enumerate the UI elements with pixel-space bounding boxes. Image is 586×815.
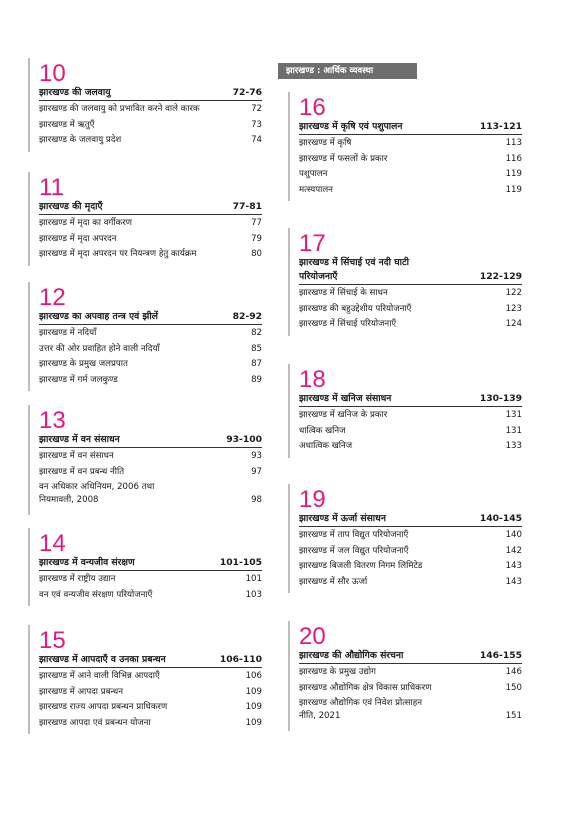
title-underline: [299, 134, 522, 135]
toc-entry-page: 146: [505, 667, 522, 677]
chapter-number: 16: [299, 94, 326, 121]
toc-entry-text: झारखण्ड औद्योगिक क्षेत्र विकास प्राधिकरण: [299, 682, 432, 693]
section-side-bar: [288, 228, 290, 336]
toc-entry[interactable]: [299, 168, 522, 180]
toc-entry[interactable]: [39, 670, 262, 682]
toc-entry-text: झारखण्ड में मृदा अपरदन पर नियन्त्रण हेतु कार्यक्रम: [39, 249, 197, 259]
toc-entry-page: 122: [505, 288, 522, 298]
chapter-title-cont[interactable]: [299, 270, 522, 283]
toc-entry-page: 140: [505, 530, 522, 540]
chapter-title-text: झारखण्ड में खनिज संसाधन: [299, 393, 392, 404]
toc-entry[interactable]: [39, 343, 262, 355]
chapter-page-range: 82-92: [232, 311, 262, 322]
toc-entry[interactable]: [39, 701, 262, 713]
toc-entry-text: झारखण्ड में सिंचाई परियोजनाएँ: [299, 319, 397, 329]
title-underline: [39, 100, 262, 101]
toc-entry-text: झारखण्ड में फसलों के प्रकार: [299, 153, 388, 164]
toc-entry-text: झारखण्ड में सौर ऊर्जा: [299, 576, 368, 587]
toc-entry-page: 142: [505, 545, 522, 556]
toc-entry[interactable]: [299, 576, 522, 588]
toc-entry-text: झारखण्ड में आने वाली विभिन्न आपदाएँ: [39, 671, 160, 681]
chapter-page-range: 72-76: [232, 87, 262, 98]
toc-entry-page: 150: [505, 682, 522, 693]
toc-entry[interactable]: [39, 573, 262, 585]
toc-entry-page: 109: [245, 717, 262, 728]
toc-entry-text: उत्तर की ओर प्रवाहित होने वाली नदियाँ: [39, 343, 160, 354]
toc-entry-page: 143: [505, 561, 522, 571]
title-underline: [299, 663, 522, 664]
section-side-bar: [28, 282, 30, 391]
chapter-number: 10: [39, 60, 66, 87]
section-banner: झारखण्ड : आर्थिक व्यवस्था: [278, 63, 417, 79]
toc-entry-page: 131: [505, 410, 522, 420]
toc-entry-text: झारखण्ड में मृदा का वर्गीकरण: [39, 218, 132, 228]
toc-entry[interactable]: [39, 327, 262, 339]
chapter-number: 18: [299, 366, 326, 393]
toc-entry-text: झारखण्ड में नदियाँ: [39, 328, 97, 338]
chapter-title[interactable]: [39, 653, 262, 666]
toc-entry-text: झारखण्ड की जलवायु को प्रभावित करने वाले कारक: [39, 104, 200, 114]
toc-entry-text: झारखण्ड में गर्म जलकुण्ड: [39, 374, 118, 385]
chapter-page-range: 130-139: [479, 393, 522, 404]
toc-entry[interactable]: [299, 137, 522, 149]
chapter-number: 14: [39, 530, 66, 557]
toc-entry[interactable]: [299, 560, 522, 572]
chapter-title-line2: परियोजनाएँ: [299, 271, 338, 282]
toc-entry-line2: नीति, 2021: [299, 711, 341, 721]
toc-entry-page: 106: [245, 671, 262, 681]
toc-entry-page: 119: [505, 184, 522, 195]
toc-entry-text: झारखण्ड में ऋतुएँ: [39, 119, 95, 130]
toc-entry-page: 131: [505, 425, 522, 436]
section-side-bar: [288, 92, 290, 201]
section-side-bar: [28, 405, 30, 515]
toc-entry[interactable]: [39, 217, 262, 229]
toc-entry[interactable]: [39, 358, 262, 370]
toc-entry[interactable]: [299, 529, 522, 541]
toc-entry[interactable]: [39, 481, 262, 507]
toc-entry-text: मत्स्यपालन: [299, 184, 333, 195]
toc-entry-text: पशुपालन: [299, 169, 328, 179]
title-underline: [39, 214, 262, 215]
toc-entry-text: झारखण्ड में मृदा अपरदन: [39, 233, 117, 244]
title-underline: [39, 324, 262, 325]
toc-entry-page: 93: [251, 451, 262, 461]
chapter-page-range: 140-145: [479, 513, 522, 524]
section-side-bar: [288, 364, 290, 458]
toc-entry-line1: वन अधिकार अधिनियम, 2006 तथा: [39, 482, 155, 492]
chapter-title-text: झारखण्ड में वन संसाधन: [39, 434, 120, 445]
toc-entry-line1: झारखण्ड औद्योगिक एवं निवेश प्रोत्साहन: [299, 698, 423, 708]
toc-entry[interactable]: [39, 233, 262, 245]
chapter-title-text: झारखण्ड में ऊर्जा संसाधन: [299, 513, 386, 524]
chapter-number: 11: [39, 174, 64, 201]
toc-entry[interactable]: [39, 103, 262, 115]
toc-entry-page: 80: [251, 249, 262, 259]
toc-entry[interactable]: [39, 686, 262, 698]
toc-entry[interactable]: [299, 409, 522, 421]
toc-entry[interactable]: [299, 153, 522, 165]
chapter-number: 17: [299, 230, 326, 257]
section-side-bar: [28, 172, 30, 266]
title-underline: [39, 667, 262, 668]
chapter-title[interactable]: [299, 512, 522, 525]
toc-entry[interactable]: [299, 425, 522, 437]
toc-entry-page: 79: [251, 233, 262, 244]
toc-entry-text: झारखण्ड आपदा एवं प्रबन्धन योजना: [39, 717, 151, 728]
chapter-title[interactable]: [299, 649, 522, 662]
chapter-title-line1: झारखण्ड में सिंचाई एवं नदी घाटी: [299, 257, 410, 268]
toc-entry-text: अधात्विक खनिज: [299, 441, 353, 451]
toc-entry[interactable]: [299, 184, 522, 196]
toc-entry[interactable]: [299, 440, 522, 452]
section-side-bar: [288, 621, 290, 731]
toc-entry[interactable]: [299, 697, 522, 723]
toc-entry-text: झारखण्ड में सिंचाई के साधन: [299, 288, 388, 298]
chapter-page-range: 113-121: [479, 121, 522, 132]
toc-entry[interactable]: [299, 545, 522, 557]
title-underline: [39, 447, 262, 448]
toc-entry[interactable]: [39, 134, 262, 146]
toc-entry-text: झारखण्ड में जल विद्युत परियोजनाएँ: [299, 545, 409, 556]
toc-entry-page: 113: [505, 138, 522, 148]
toc-entry-page: 124: [505, 319, 522, 329]
toc-entry-page: 73: [251, 119, 262, 130]
toc-entry-page: 72: [251, 104, 262, 114]
toc-entry[interactable]: [39, 248, 262, 260]
chapter-title[interactable]: [39, 86, 262, 99]
toc-entry-page: 82: [251, 328, 262, 338]
toc-entry-text: वन एवं वन्यजीव संरक्षण परियोजनाएँ: [39, 589, 153, 600]
chapter-title-text: झारखण्ड की मृदाएँ: [39, 201, 103, 212]
toc-entry-page: 116: [505, 153, 522, 164]
toc-entry-page: 109: [245, 702, 262, 712]
chapter-title[interactable]: [299, 392, 522, 405]
chapter-title[interactable]: [39, 310, 262, 323]
chapter-title[interactable]: [299, 256, 522, 269]
toc-entry-page: 97: [251, 466, 262, 477]
chapter-number: 20: [299, 623, 326, 650]
toc-entry-page: 98: [251, 495, 262, 505]
toc-entry-text: झारखण्ड में खनिज के प्रकार: [299, 410, 388, 420]
toc-entry[interactable]: [299, 303, 522, 315]
toc-entry[interactable]: [39, 589, 262, 601]
toc-entry-page: 151: [505, 711, 522, 721]
chapter-number: 12: [39, 284, 66, 311]
toc-entry-text: झारखण्ड में ताप विद्युत परियोजनाएँ: [299, 530, 409, 540]
chapter-title-text: झारखण्ड का अपवाह तन्त्र एवं झीलें: [39, 311, 158, 322]
chapter-title-text: झारखण्ड में आपदाएँ व उनका प्रबन्धन: [39, 654, 166, 665]
chapter-title[interactable]: [39, 433, 262, 446]
title-underline: [299, 284, 522, 285]
chapter-title-text: झारखण्ड की जलवायु: [39, 87, 111, 98]
toc-entry-line2: नियमावली, 2008: [39, 495, 99, 505]
toc-entry[interactable]: [299, 666, 522, 678]
toc-entry-text: झारखण्ड में कृषि: [299, 138, 352, 148]
toc-entry-text: झारखण्ड राज्य आपदा प्रबन्धन प्राधिकरण: [39, 702, 168, 712]
toc-entry-page: 74: [251, 135, 262, 145]
toc-entry-text: झारखण्ड में आपदा प्रबन्धन: [39, 686, 123, 697]
toc-entry-text: [39, 481, 154, 507]
toc-entry-text: झारखण्ड में वन संसाधन: [39, 451, 114, 461]
chapter-title[interactable]: [39, 556, 262, 569]
section-side-bar: [28, 58, 30, 152]
toc-entry-page: 77: [251, 218, 262, 228]
toc-entry-text: झारखण्ड के प्रमुख उद्योग: [299, 667, 376, 677]
toc-entry-page: 133: [505, 441, 522, 451]
chapter-title-text: झारखण्ड में कृषि एवं पशुपालन: [299, 121, 403, 132]
chapter-number: 15: [39, 627, 66, 654]
toc-entry-text: झारखण्ड के प्रमुख जलप्रपात: [39, 359, 128, 369]
chapter-page-range: 122-129: [479, 271, 522, 282]
toc-entry-text: झारखण्ड की बहुउद्देशीय परियोजनाएँ: [299, 303, 412, 314]
chapter-page-range: 146-155: [479, 650, 522, 661]
toc-entry-text: झारखण्ड के जलवायु प्रदेश: [39, 135, 122, 145]
toc-entry[interactable]: [299, 318, 522, 330]
chapter-page-range: 93-100: [226, 434, 262, 445]
toc-entry-text: झारखण्ड में वन प्रबन्ध नीति: [39, 466, 125, 477]
toc-entry[interactable]: [39, 119, 262, 131]
title-underline: [299, 526, 522, 527]
section-side-bar: [288, 484, 290, 593]
toc-entry-text: झारखण्ड में राष्ट्रीय उद्यान: [39, 574, 116, 584]
toc-entry-page: 123: [505, 303, 522, 314]
toc-entry-page: 87: [251, 359, 262, 369]
toc-entry[interactable]: [299, 682, 522, 694]
toc-entry-page: 109: [245, 686, 262, 697]
toc-entry-text: [299, 697, 422, 723]
toc-entry[interactable]: [299, 287, 522, 299]
chapter-title[interactable]: [39, 200, 262, 213]
toc-entry-page: 89: [251, 374, 262, 385]
section-side-bar: [28, 528, 30, 606]
chapter-page-range: 106-110: [219, 654, 262, 665]
toc-entry-page: 143: [505, 576, 522, 587]
toc-entry-page: 103: [245, 589, 262, 600]
toc-entry-text: झारखण्ड बिजली वितरण निगम लिमिटेड: [299, 561, 423, 571]
chapter-number: 19: [299, 486, 326, 513]
chapter-number: 13: [39, 407, 66, 434]
toc-entry-page: 85: [251, 343, 262, 354]
toc-entry-page: 101: [245, 574, 262, 584]
chapter-page-range: 101-105: [219, 557, 262, 568]
chapter-title[interactable]: [299, 120, 522, 133]
toc-entry[interactable]: [39, 374, 262, 386]
toc-entry[interactable]: [39, 450, 262, 462]
title-underline: [299, 406, 522, 407]
chapter-title-text: झारखण्ड में वन्यजीव संरक्षण: [39, 557, 135, 568]
title-underline: [39, 570, 262, 571]
chapter-title-text: झारखण्ड की औद्योगिक संरचना: [299, 650, 404, 661]
toc-entry-page: 119: [505, 169, 522, 179]
toc-entry[interactable]: [39, 717, 262, 729]
toc-entry[interactable]: [39, 466, 262, 478]
section-side-bar: [28, 625, 30, 734]
chapter-page-range: 77-81: [232, 201, 262, 212]
toc-entry-text: धात्विक खनिज: [299, 425, 346, 436]
